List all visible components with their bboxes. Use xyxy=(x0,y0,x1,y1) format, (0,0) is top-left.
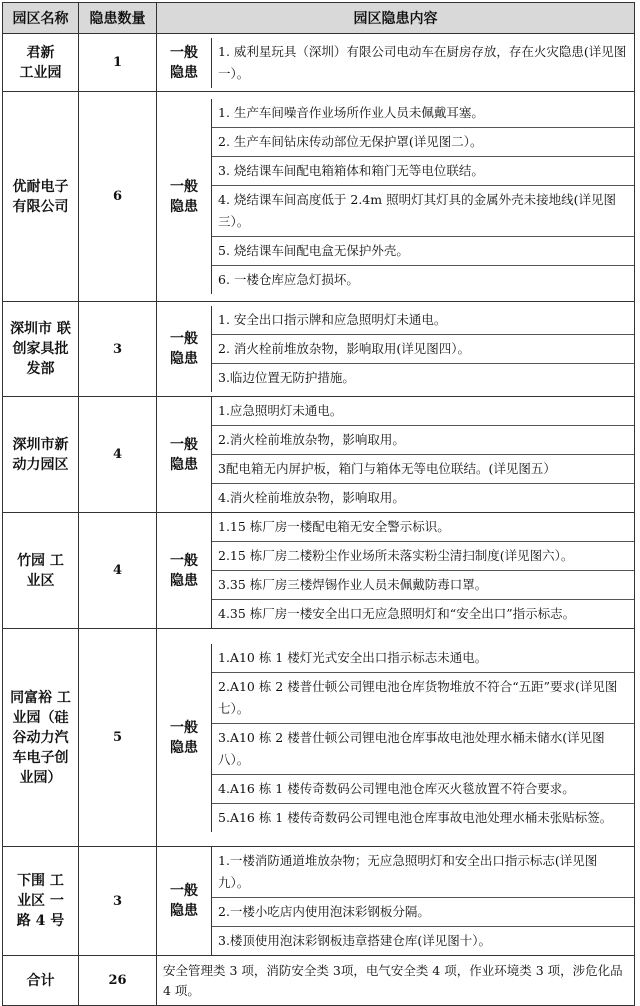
list-item: 1. 威利星玩具（深圳）有限公司电动车在厨房存放，存在火灾隐患(详见图一）。 xyxy=(218,43,627,81)
table-row xyxy=(3,302,635,397)
list-item: 3.35 栋厂房三楼焊锡作业人员未佩戴防毒口罩。 xyxy=(212,571,634,600)
park-name: 君新 工业园 xyxy=(3,34,79,92)
hazard-table-container xyxy=(2,2,634,998)
hazard-items xyxy=(212,847,635,955)
list-item: 3配电箱无内屏护板，箱门与箱体无等电位联结。(详见图五） xyxy=(212,455,634,484)
hazard-level: 一般 隐患 xyxy=(170,883,198,919)
hazard-content xyxy=(157,397,635,513)
hazard-items xyxy=(212,99,635,294)
hazard-count: 4 xyxy=(79,397,157,513)
list-item: 4. 烧结课车间高度低于 2.4m 照明灯其灯具的金属外壳未接地线(详见图三）。 xyxy=(212,186,634,237)
table-row xyxy=(3,92,635,302)
park-name: 深圳市 联 创家具批 发部 xyxy=(3,302,79,397)
hazard-content xyxy=(157,847,635,956)
hazard-level: 一般 隐患 xyxy=(170,178,198,215)
table-row xyxy=(3,629,635,847)
total-row xyxy=(3,956,635,1006)
list-item: 2. 生产车间钻床传动部位无保护罩(详见图二）。 xyxy=(212,128,634,157)
park-name: 竹园 工 业区 xyxy=(3,513,79,629)
header-hazard-content: 园区隐患内容 xyxy=(157,3,635,34)
total-summary: 安全管理类 3 项，消防安全类 3项，电气安全类 4 项，作业环境类 3 项，涉危化品 4 项。 xyxy=(157,956,635,1006)
hazard-content xyxy=(157,302,635,397)
total-label: 合计 xyxy=(3,956,79,1006)
list-item: 3.楼顶使用泡沫彩钢板违章搭建仓库(详见图十）。 xyxy=(218,933,492,948)
list-item: 4.消火栓前堆放杂物，影响取用。 xyxy=(218,490,405,505)
total-count: 26 xyxy=(79,956,157,1006)
hazard-items xyxy=(212,513,635,628)
hazard-count: 4 xyxy=(79,513,157,629)
hazard-items xyxy=(212,306,635,392)
list-item: 4.A16 栋 1 楼传奇数码公司锂电池仓库灭火毯放置不符合要求。 xyxy=(212,775,634,804)
list-item: 1. 安全出口指示牌和应急照明灯未通电。 xyxy=(212,306,634,335)
list-item: 2.消火栓前堆放杂物，影响取用。 xyxy=(212,426,634,455)
table-body xyxy=(3,34,635,956)
hazard-count: 1 xyxy=(79,34,157,92)
table-row xyxy=(3,513,635,629)
hazard-level: 一般 隐患 xyxy=(170,436,198,473)
park-name: 优耐电子 有限公司 xyxy=(3,92,79,302)
list-item: 5. 烧结课车间配电盒无保护外壳。 xyxy=(212,237,634,266)
hazard-level: 一般 隐患 xyxy=(170,719,198,756)
hazard-level: 一般 隐患 xyxy=(170,552,198,589)
list-item: 3.临边位置无防护措施。 xyxy=(218,370,355,385)
hazard-items xyxy=(212,644,635,832)
header-row xyxy=(3,3,635,34)
hazard-count: 6 xyxy=(79,92,157,302)
list-item: 3.A10 栋 2 楼普仕顿公司锂电池仓库事故电池处理水桶未储水(详见图八）。 xyxy=(212,724,634,775)
table-row xyxy=(3,34,635,92)
list-item: 1.15 栋厂房一楼配电箱无安全警示标识。 xyxy=(212,513,634,542)
list-item: 6. 一楼仓库应急灯损坏。 xyxy=(218,272,359,287)
list-item: 1.一楼消防通道堆放杂物；无应急照明灯和安全出口指示标志(详见图九）。 xyxy=(212,847,634,898)
hazard-items xyxy=(212,397,635,512)
list-item: 1.A10 栋 1 楼灯光式安全出口指示标志未通电。 xyxy=(212,644,634,673)
hazard-count: 5 xyxy=(79,629,157,847)
hazard-count: 3 xyxy=(79,847,157,956)
table-row xyxy=(3,847,635,956)
list-item: 2. 消火栓前堆放杂物，影响取用(详见图四）。 xyxy=(212,335,634,364)
hazard-content xyxy=(157,513,635,629)
list-item: 4.35 栋厂房一楼安全出口无应急照明灯和“安全出口”指示标志。 xyxy=(218,606,576,621)
list-item: 2.15 栋厂房二楼粉尘作业场所未落实粉尘清扫制度(详见图六）。 xyxy=(212,542,634,571)
hazard-count: 3 xyxy=(79,302,157,397)
hazard-level: 一般 隐患 xyxy=(170,331,198,367)
park-name: 深圳市新 动力园区 xyxy=(3,397,79,513)
hazard-content xyxy=(157,92,635,302)
park-name: 下围 工 业区 一 路 4 号 xyxy=(3,847,79,956)
table-row xyxy=(3,397,635,513)
list-item: 1.应急照明灯未通电。 xyxy=(212,397,634,426)
list-item: 2.A10 栋 2 楼普仕顿公司锂电池仓库货物堆放不符合“五距”要求(详见图七）。 xyxy=(212,673,634,724)
list-item: 3. 烧结课车间配电箱箱体和箱门无等电位联结。 xyxy=(212,157,634,186)
park-name: 同富裕 工 业园（硅 谷动力汽 车电子创 业园） xyxy=(3,629,79,847)
list-item: 1. 生产车间噪音作业场所作业人员未佩戴耳塞。 xyxy=(212,99,634,128)
hazard-level: 一般 隐患 xyxy=(170,44,198,81)
list-item: 2.一楼小吃店内使用泡沫彩钢板分隔。 xyxy=(212,898,634,927)
hazard-table xyxy=(2,2,635,1006)
hazard-content xyxy=(157,629,635,847)
header-hazard-count: 隐患数量 xyxy=(79,3,157,34)
hazard-content xyxy=(157,34,635,92)
list-item: 5.A16 栋 1 楼传奇数码公司锂电池仓库事故电池处理水桶未张贴标签。 xyxy=(218,809,613,825)
hazard-items xyxy=(212,38,635,88)
header-park-name: 园区名称 xyxy=(3,3,79,34)
